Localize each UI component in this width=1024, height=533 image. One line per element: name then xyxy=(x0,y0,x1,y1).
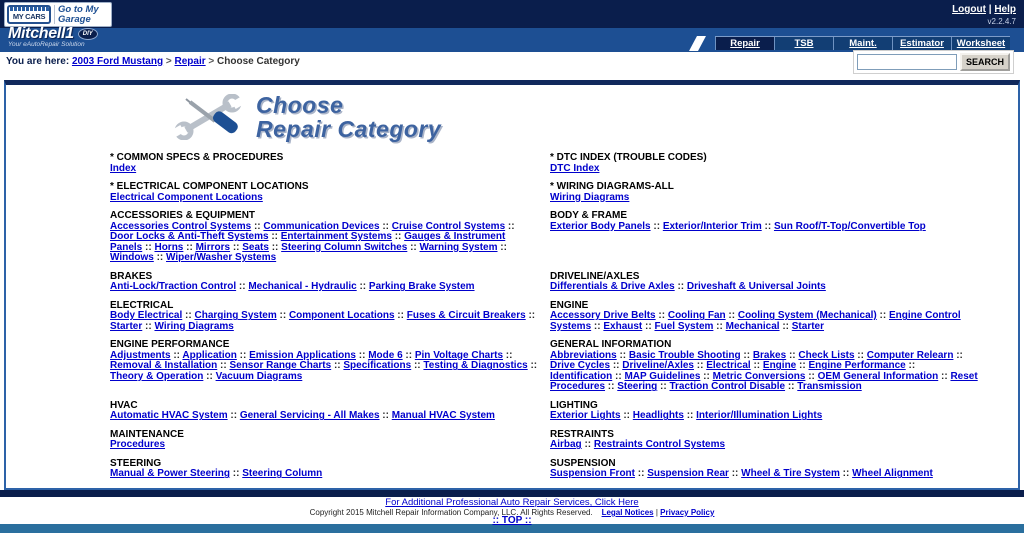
category-links xyxy=(550,411,980,422)
category-link[interactable]: Cooling Fan xyxy=(667,310,726,322)
category-link[interactable]: Starter xyxy=(791,320,825,332)
category-link[interactable]: Accessory Drive Belts xyxy=(550,310,656,322)
link-separator: :: xyxy=(525,310,536,322)
link-separator: :: xyxy=(276,310,289,322)
link-separator: :: xyxy=(650,220,663,232)
link-separator: :: xyxy=(355,349,369,361)
tab-slash-decoration xyxy=(689,36,706,51)
category-cell xyxy=(110,459,550,488)
breadcrumb-separator: > xyxy=(208,56,215,67)
category-links xyxy=(110,351,540,383)
link-separator: :: xyxy=(153,252,167,264)
category-link[interactable]: Accessories Control Systems xyxy=(110,220,252,232)
category-link[interactable]: Suspension Front xyxy=(550,468,635,480)
link-separator: :: xyxy=(785,381,798,393)
category-link[interactable]: Wheel & Tire System xyxy=(741,468,840,480)
category-link[interactable]: Restraints Control Systems xyxy=(593,439,726,451)
link-separator: :: xyxy=(725,310,738,322)
link-separator: :: xyxy=(236,349,250,361)
category-cell xyxy=(110,272,550,301)
diy-badge: DIY xyxy=(78,28,98,40)
category-link[interactable]: Steering Column xyxy=(242,468,323,480)
category-links xyxy=(110,311,540,332)
link-separator: :: xyxy=(750,360,763,372)
privacy-policy-link[interactable]: Privacy Policy xyxy=(660,508,715,517)
category-link[interactable]: Wheel Alignment xyxy=(852,468,933,480)
category-link[interactable]: Automatic HVAC System xyxy=(110,410,228,422)
category-link[interactable]: Emission Applications xyxy=(249,349,356,361)
tab-worksheet[interactable]: Worksheet xyxy=(951,37,1010,50)
my-garage-button[interactable] xyxy=(4,2,112,27)
category-link[interactable]: Procedures xyxy=(110,439,166,451)
footer-services-line xyxy=(0,498,1024,508)
link-separator: :: xyxy=(170,349,183,361)
category-link[interactable]: Parking Brake System xyxy=(368,281,475,293)
link-separator: :: xyxy=(379,410,392,422)
link-separator: :: xyxy=(230,241,243,253)
content-panel xyxy=(4,80,1020,490)
category-link[interactable]: Electrical Component Locations xyxy=(110,191,263,203)
category-link[interactable]: Airbag xyxy=(550,439,582,451)
category-link[interactable]: Brakes xyxy=(752,349,787,361)
link-separator: :: xyxy=(591,320,604,332)
link-separator: :: xyxy=(728,468,742,480)
category-link[interactable]: Sensor Range Charts xyxy=(229,360,332,372)
category-links xyxy=(550,311,980,332)
category-link[interactable]: Interior/Illumination Lights xyxy=(696,410,823,422)
link-separator: :: xyxy=(236,281,249,293)
link-separator: :: xyxy=(740,349,753,361)
category-link[interactable]: Traction Control Disable xyxy=(669,381,786,393)
category-links xyxy=(110,222,540,264)
category-heading: ENGINE xyxy=(550,299,589,311)
link-separator: :: xyxy=(497,241,507,253)
link-separator: :: xyxy=(251,220,264,232)
search-input[interactable] xyxy=(857,54,957,70)
category-link[interactable]: Metric Conversions xyxy=(712,370,806,382)
category-link[interactable]: Electrical xyxy=(706,360,751,372)
crossed-tools-icon xyxy=(172,94,244,140)
category-link[interactable]: Wiring Diagrams xyxy=(154,320,234,332)
category-link[interactable]: Entertainment Systems xyxy=(280,231,392,243)
category-link[interactable]: Transmission xyxy=(797,381,862,393)
category-link[interactable]: Starter xyxy=(110,320,143,332)
category-links xyxy=(110,282,540,293)
category-cell xyxy=(550,430,990,459)
category-cell xyxy=(110,340,550,401)
link-separator: :: xyxy=(503,349,513,361)
category-link[interactable]: Mirrors xyxy=(195,241,231,253)
category-link[interactable]: Vacuum Diagrams xyxy=(215,370,303,382)
category-links xyxy=(550,193,980,204)
link-separator: :: xyxy=(268,241,282,253)
link-separator: :: xyxy=(610,360,623,372)
category-link[interactable]: OEM General Information xyxy=(817,370,939,382)
link-separator: :: xyxy=(683,410,697,422)
link-separator: :: xyxy=(700,370,713,382)
category-heading: ELECTRICAL xyxy=(110,299,174,311)
category-row xyxy=(110,211,990,272)
link-separator: :: xyxy=(938,370,951,382)
link-separator: :: xyxy=(655,310,668,322)
category-link[interactable]: Mode 6 xyxy=(368,349,403,361)
category-link[interactable]: Engine Control Systems xyxy=(550,310,961,332)
link-separator: :: xyxy=(227,410,240,422)
category-links xyxy=(550,222,980,233)
category-heading: ACCESSORIES & EQUIPMENT xyxy=(110,210,256,222)
search-button[interactable]: SEARCH xyxy=(960,53,1010,71)
category-heading: LIGHTING xyxy=(550,399,598,411)
category-links xyxy=(550,469,980,480)
breadcrumb-current: Choose Category xyxy=(217,56,300,67)
link-separator: :: xyxy=(657,381,670,393)
link-separator: :: xyxy=(605,381,618,393)
category-row xyxy=(110,272,990,301)
category-row xyxy=(110,340,990,401)
category-link[interactable]: Cooling System (Mechanical) xyxy=(737,310,877,322)
category-cell xyxy=(550,401,990,430)
category-link[interactable]: Suspension Rear xyxy=(647,468,729,480)
category-links xyxy=(550,351,980,393)
category-link[interactable]: Headlights xyxy=(632,410,684,422)
category-heading: * DTC INDEX (TROUBLE CODES) xyxy=(550,152,707,164)
link-separator: :: xyxy=(905,360,916,372)
link-separator: :: xyxy=(505,220,515,232)
tab-estimator[interactable]: Estimator xyxy=(892,37,951,50)
category-link[interactable]: Reset Procedures xyxy=(550,370,978,393)
link-separator: :: xyxy=(203,370,216,382)
category-row xyxy=(110,459,990,488)
plate-label: MY CARS xyxy=(12,12,46,21)
link-separator: :: xyxy=(674,281,687,293)
page-title-line2: Repair Category xyxy=(256,116,442,143)
category-link[interactable]: Steering Column Switches xyxy=(281,241,408,253)
category-link[interactable]: Gauges & Instrument Panels xyxy=(110,231,506,253)
category-row xyxy=(110,153,990,182)
link-separator: :: xyxy=(839,468,853,480)
category-heading: * ELECTRICAL COMPONENT LOCATIONS xyxy=(110,181,309,193)
category-link[interactable]: Seats xyxy=(242,241,269,253)
logo-tagline: Your eAutoRepair Solution xyxy=(8,41,85,48)
top-right-links xyxy=(952,4,1016,15)
category-cell xyxy=(550,211,990,272)
category-link[interactable]: Testing & Diagnostics xyxy=(423,360,528,372)
category-link[interactable]: Mechanical xyxy=(725,320,780,332)
link-separator: :: xyxy=(786,349,799,361)
breadcrumb-prefix: You are here: xyxy=(6,56,70,67)
tab-tsb[interactable]: TSB xyxy=(774,37,833,50)
additional-services-link[interactable]: For Additional Professional Auto Repair Services, Click Here xyxy=(385,497,639,508)
link-separator: :: xyxy=(268,231,281,243)
top-bar xyxy=(0,0,1024,28)
category-link[interactable]: Driveshaft & Universal Joints xyxy=(686,281,826,293)
category-link[interactable]: Application xyxy=(182,349,237,361)
category-link[interactable]: Door Locks & Anti-Theft Systems xyxy=(110,231,269,243)
help-link[interactable]: Help xyxy=(994,4,1016,15)
category-cell xyxy=(550,182,990,211)
category-links xyxy=(550,282,980,293)
category-heading: RESTRAINTS xyxy=(550,428,614,440)
category-row xyxy=(110,182,990,211)
category-cell xyxy=(550,301,990,341)
tab-maint[interactable]: Maint. xyxy=(833,37,892,50)
category-heading: * COMMON SPECS & PROCEDURES xyxy=(110,152,284,164)
category-heading: ENGINE PERFORMANCE xyxy=(110,339,230,351)
category-link[interactable]: Wiring Diagrams xyxy=(550,191,630,203)
breadcrumb-separator: > xyxy=(165,56,172,67)
link-separator: :: xyxy=(331,360,344,372)
category-heading: BRAKES xyxy=(110,270,153,282)
category-cell xyxy=(110,430,550,459)
link-separator: :: xyxy=(407,241,420,253)
category-cell xyxy=(550,272,990,301)
link-separator: :: xyxy=(713,320,726,332)
footer xyxy=(0,497,1024,524)
breadcrumb-vehicle-link[interactable]: 2003 Ford Mustang xyxy=(71,56,164,67)
category-links xyxy=(550,164,980,175)
category-cell xyxy=(550,459,990,488)
link-separator: :: xyxy=(854,349,867,361)
footer-link-divider: | xyxy=(655,508,658,517)
category-link[interactable]: Basic Trouble Shooting xyxy=(628,349,741,361)
category-link[interactable]: Specifications xyxy=(343,360,412,372)
category-link[interactable]: Component Locations xyxy=(288,310,395,322)
category-heading: * WIRING DIAGRAMS-ALL xyxy=(550,181,674,193)
link-separator: :: xyxy=(183,241,196,253)
tab-repair[interactable]: Repair xyxy=(715,37,774,50)
link-separator: :: xyxy=(620,410,633,422)
link-separator: :: xyxy=(402,349,415,361)
garage-label-line1: Go to My xyxy=(58,3,99,15)
category-link[interactable]: Engine xyxy=(762,360,797,372)
category-link[interactable]: Differentials & Drive Axles xyxy=(550,281,675,293)
category-link[interactable]: Exterior Body Panels xyxy=(550,220,651,232)
link-separator: :: xyxy=(182,310,195,322)
category-link[interactable]: Identification xyxy=(550,370,613,382)
category-links xyxy=(110,193,540,204)
page-title-line1: Choose xyxy=(256,92,344,118)
link-separator: :: xyxy=(230,468,243,480)
category-link[interactable]: Charging System xyxy=(194,310,277,322)
category-heading: STEERING xyxy=(110,457,162,469)
category-link[interactable]: Manual HVAC System xyxy=(391,410,495,422)
category-link[interactable]: Computer Relearn xyxy=(866,349,954,361)
link-separator: :: xyxy=(612,370,625,382)
category-link[interactable]: Fuses & Circuit Breakers xyxy=(406,310,526,322)
category-heading: GENERAL INFORMATION xyxy=(550,339,672,351)
link-separator: :: xyxy=(805,370,818,382)
page-title-block xyxy=(172,93,1018,141)
category-link[interactable]: Windows xyxy=(110,252,154,264)
mitchell1-logo xyxy=(8,25,98,48)
logout-link[interactable]: Logout xyxy=(952,4,986,15)
category-link[interactable]: Warning System xyxy=(419,241,498,253)
category-link[interactable]: Manual & Power Steering xyxy=(110,468,231,480)
copyright-text: Copyright 2015 Mitchell Repair Information Company, LLC. All Rights Reserved. xyxy=(309,508,593,517)
brand-bar xyxy=(0,25,1024,52)
link-separator: :: xyxy=(391,231,405,243)
category-link[interactable]: Exhaust xyxy=(603,320,643,332)
category-link[interactable]: Steering xyxy=(617,381,658,393)
category-cell xyxy=(550,153,990,182)
category-heading: BODY & FRAME xyxy=(550,210,628,222)
category-link[interactable]: Mechanical - Hydraulic xyxy=(248,281,357,293)
category-link[interactable]: Drive Cycles xyxy=(550,360,611,372)
garage-label-line2: Garage xyxy=(58,13,91,25)
link-separator: :: xyxy=(693,360,707,372)
category-cell xyxy=(110,153,550,182)
page-title xyxy=(256,93,441,141)
category-link[interactable]: Cruise Control Systems xyxy=(391,220,506,232)
category-link[interactable]: Communication Devices xyxy=(263,220,380,232)
link-separator: :: xyxy=(411,360,424,372)
logo-text: Mitchell1 xyxy=(8,25,74,42)
link-separator: :: xyxy=(761,220,774,232)
category-link[interactable]: Sun Roof/T-Top/Convertible Top xyxy=(773,220,926,232)
category-heading: SUSPENSION xyxy=(550,457,616,469)
version-label: v2.2.4.7 xyxy=(987,17,1016,26)
category-link[interactable]: Anti-Lock/Traction Control xyxy=(110,281,237,293)
top-link[interactable]: :: TOP :: xyxy=(492,515,532,526)
category-row xyxy=(110,430,990,459)
category-link[interactable]: Exterior Lights xyxy=(550,410,621,422)
category-link[interactable]: Pin Voltage Charts xyxy=(414,349,504,361)
link-separator: :: xyxy=(581,439,594,451)
category-cell xyxy=(550,340,990,401)
link-separator: :: xyxy=(616,349,629,361)
category-table xyxy=(110,153,990,490)
link-separator: :: xyxy=(142,320,155,332)
category-heading: MAINTENANCE xyxy=(110,428,184,440)
link-separator: :: xyxy=(217,360,230,372)
category-link[interactable]: Check Lists xyxy=(798,349,855,361)
link-separator: :: xyxy=(796,360,809,372)
category-link[interactable]: General Servicing - All Makes xyxy=(239,410,380,422)
my-cars-plate-icon xyxy=(7,5,51,24)
link-separator: :: xyxy=(379,220,392,232)
link-separator: :: xyxy=(953,349,963,361)
category-links xyxy=(110,440,540,451)
category-link[interactable]: Wiper/Washer Systems xyxy=(166,252,277,264)
category-cell xyxy=(110,182,550,211)
link-separator: :: xyxy=(779,320,792,332)
category-link[interactable]: Abbreviations xyxy=(550,349,617,361)
category-links xyxy=(110,411,540,422)
link-separator: :: xyxy=(394,310,407,322)
category-links xyxy=(110,164,540,175)
category-cell xyxy=(110,211,550,272)
category-link[interactable]: Adjustments xyxy=(110,349,171,361)
link-divider: | xyxy=(988,4,992,15)
link-separator: :: xyxy=(142,241,155,253)
legal-notices-link[interactable]: Legal Notices xyxy=(601,508,654,517)
link-separator: :: xyxy=(527,360,538,372)
category-link[interactable]: MAP Guidelines xyxy=(624,370,701,382)
category-cell xyxy=(110,401,550,430)
nav-tabs xyxy=(715,36,1010,50)
category-link[interactable]: Driveline/Axles xyxy=(622,360,694,372)
category-link[interactable]: Exterior/Interior Trim xyxy=(662,220,762,232)
category-row xyxy=(110,401,990,430)
divider xyxy=(54,5,55,24)
category-link[interactable]: Removal & Installation xyxy=(110,360,218,372)
category-links xyxy=(110,469,540,480)
link-separator: :: xyxy=(635,468,648,480)
link-separator: :: xyxy=(876,310,889,322)
search-panel xyxy=(853,50,1014,74)
link-separator: :: xyxy=(356,281,369,293)
link-separator: :: xyxy=(642,320,655,332)
category-row xyxy=(110,301,990,341)
garage-button-label xyxy=(58,5,99,25)
category-link[interactable]: Index xyxy=(110,162,137,174)
category-cell xyxy=(110,301,550,341)
category-heading: DRIVELINE/AXLES xyxy=(550,270,640,282)
footer-navy-bar xyxy=(0,490,1024,497)
category-links xyxy=(550,440,980,451)
category-heading: HVAC xyxy=(110,399,138,411)
category-link[interactable]: DTC Index xyxy=(550,162,600,174)
category-link[interactable]: Engine Performance xyxy=(808,360,906,372)
category-link[interactable]: Theory & Operation xyxy=(110,370,204,382)
category-link[interactable]: Horns xyxy=(154,241,184,253)
category-link[interactable]: Fuel System xyxy=(654,320,714,332)
breadcrumb-repair-link[interactable]: Repair xyxy=(174,56,206,67)
breadcrumb-row xyxy=(0,52,1024,80)
category-link[interactable]: Body Electrical xyxy=(110,310,183,322)
category-table-body xyxy=(110,153,990,490)
